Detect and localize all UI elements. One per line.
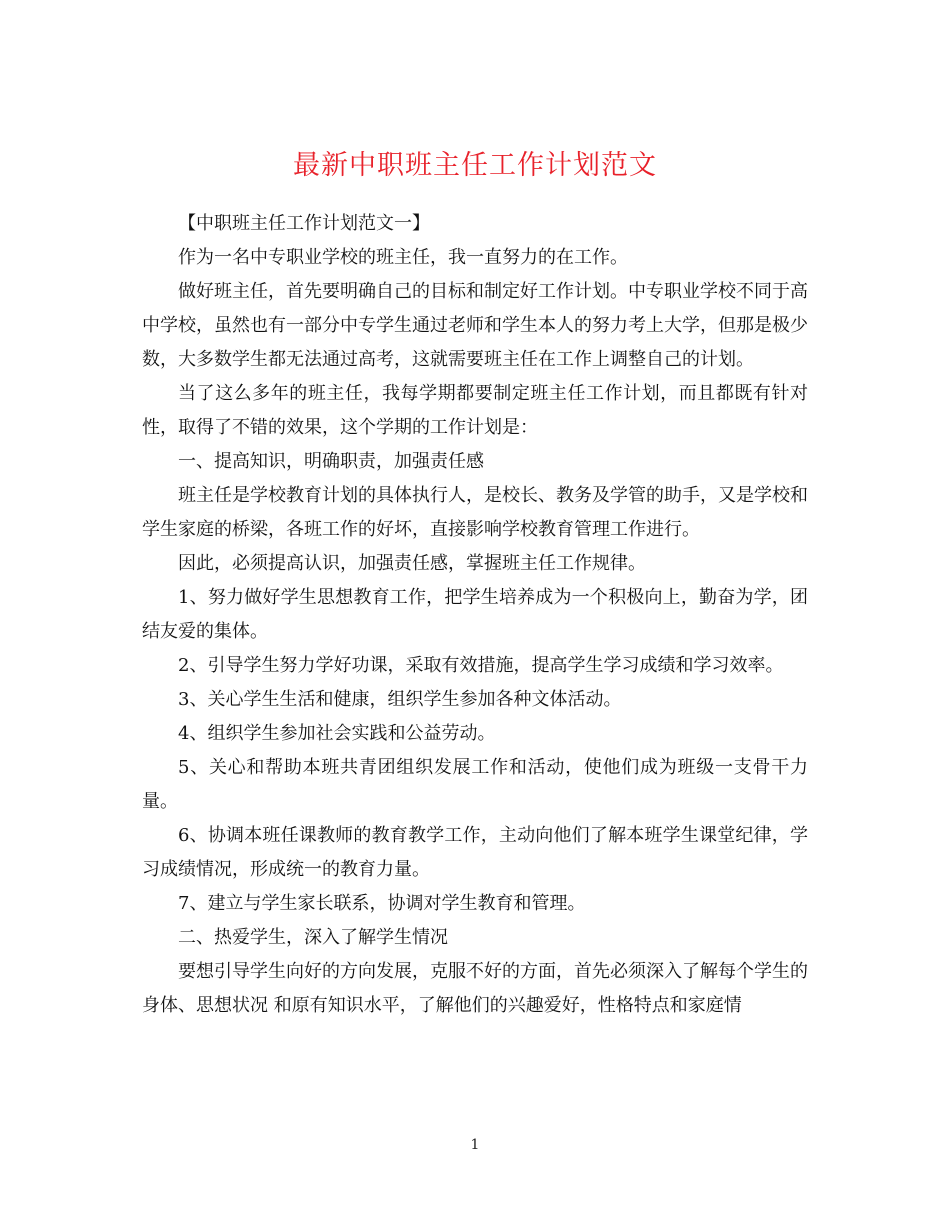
- list-item: 5、关心和帮助本班共青团组织发展工作和活动，使他们成为班级一支骨干力量。: [142, 757, 808, 812]
- list-item: 1、努力做好学生思想教育工作，把学生培养成为一个积极向上，勤奋为学，团结友爱的集体。: [142, 587, 808, 642]
- list-item: 7、建立与学生家长联系，协调对学生教育和管理。: [178, 893, 586, 914]
- paragraph: 班主任是学校教育计划的具体执行人，是校长、教务及学管的助手，又是学校和学生家庭的桥梁，各班工作的好坏，直接影响学校教育管理工作进行。: [142, 485, 808, 540]
- list-item: 2、引导学生努力学好功课，采取有效措施，提高学生学习成绩和学习效率。: [178, 655, 784, 676]
- subsection-heading: 一、提高知识，明确职责，加强责任感: [178, 451, 484, 472]
- list-item: 6、协调本班任课教师的教育教学工作，主动向他们了解本班学生课堂纪律，学习成绩情况，形成统一的教育力量。: [142, 825, 808, 880]
- document-body: [142, 207, 808, 1023]
- list-item: 4、组织学生参加社会实践和公益劳动。: [178, 723, 496, 744]
- section-heading: 【中职班主任工作计划范文一】: [178, 213, 430, 234]
- subsection-heading: 二、热爱学生，深入了解学生情况: [178, 927, 448, 948]
- document-title: 最新中职班主任工作计划范文: [293, 150, 657, 182]
- paragraph: 因此，必须提高认识，加强责任感，掌握班主任工作规律。: [178, 553, 646, 574]
- paragraph: 作为一名中专职业学校的班主任，我一直努力的在工作。: [178, 247, 628, 268]
- paragraph: 要想引导学生向好的方向发展，克服不好的方面，首先必须深入了解每个学生的身体、思想状况 和原有知识水平，了解他们的兴趣爱好，性格特点和家庭情: [142, 961, 808, 1016]
- paragraph: 当了这么多年的班主任，我每学期都要制定班主任工作计划，而且都既有针对性，取得了不错的效果，这个学期的工作计划是：: [142, 383, 808, 438]
- paragraph: 做好班主任，首先要明确自己的目标和制定好工作计划。中专职业学校不同于高中学校，虽然也有一部分中专学生通过老师和学生本人的努力考上大学，但那是极少数，大多数学生都无法通过高考，这就需要班主任在工作上调整自己的计划。: [142, 281, 808, 370]
- page-number: 1: [470, 1137, 480, 1153]
- list-item: 3、关心学生生活和健康，组织学生参加各种文体活动。: [178, 689, 622, 710]
